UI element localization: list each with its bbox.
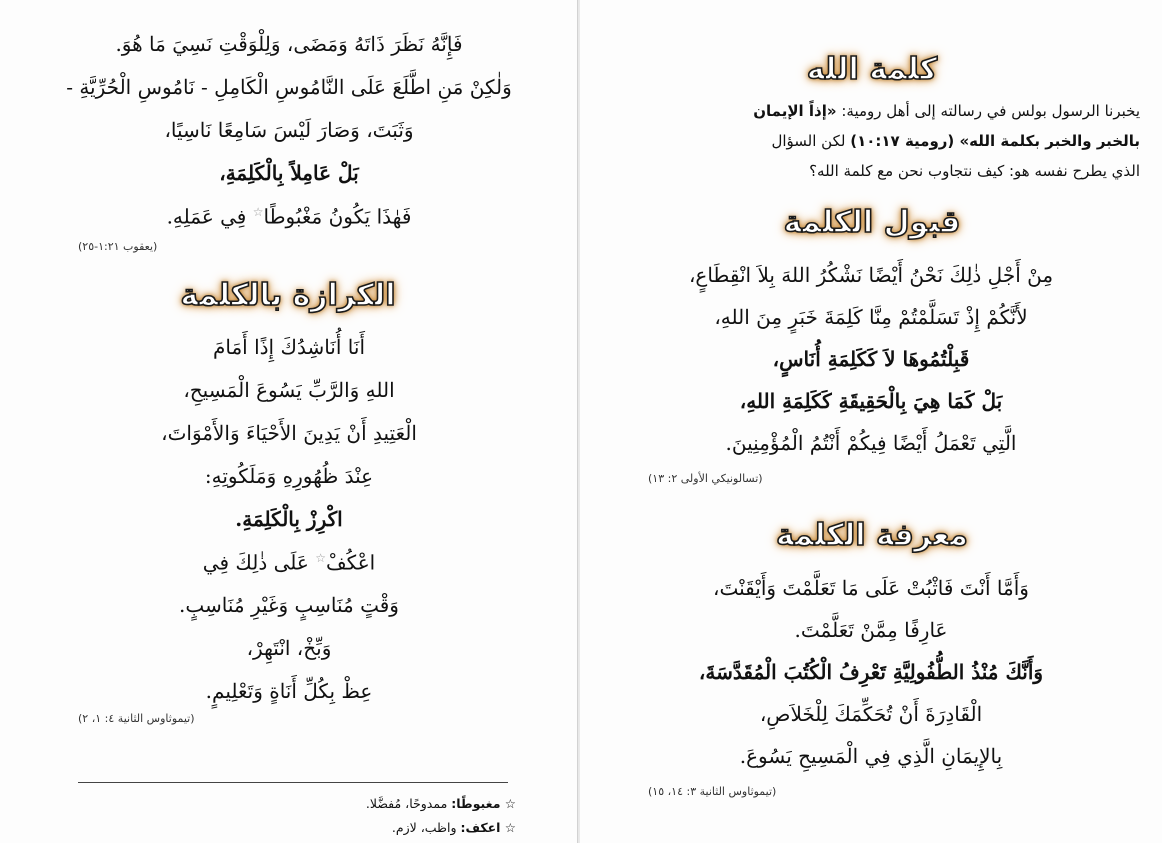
verse-text: عَلَى ذٰلِكَ فِي xyxy=(202,550,316,575)
verse-line xyxy=(610,307,1132,327)
verse-line xyxy=(40,423,538,443)
verse-text: اللهِ وَالرَّبِّ يَسُوعَ الْمَسِيحِ، xyxy=(183,378,395,402)
verse-line xyxy=(610,433,1132,453)
reference-timothy-3: (تيموثاوس الثانية ٣: ١٤، ١٥) xyxy=(648,785,777,798)
intro-text: الذي يطرح نفسه هو: كيف نتجاوب نحن مع كلمة الله؟ xyxy=(809,162,1140,180)
verse-line xyxy=(610,578,1132,598)
intro-line xyxy=(598,156,1140,186)
verse-line xyxy=(40,163,538,183)
verse-text: بَلْ عَامِلاً بِالْكَلِمَةِ، xyxy=(219,161,359,185)
footnote-divider xyxy=(78,782,508,783)
verse-line xyxy=(40,337,538,357)
intro-bold-text: بالخبر والخبر بكلمة الله» (رومية ١٠:١٧) xyxy=(850,132,1140,150)
footnote-term: ☆ اعكف: xyxy=(460,820,516,835)
verse-text: لأَنَّكُمْ إِذْ تَسَلَّمْتُمْ مِنَّا كَلِمَةَ خَبَرٍ مِنَ اللهِ، xyxy=(714,305,1028,329)
verse-line xyxy=(40,509,538,529)
verse-text: وَقْتٍ مُنَاسِبٍ وَغَيْرِ مُنَاسِبٍ. xyxy=(179,593,399,617)
verse-line xyxy=(40,595,538,615)
intro-text: يخبرنا الرسول بولس في رسالته إلى أهل رومية: xyxy=(836,102,1140,120)
verse-line xyxy=(40,466,538,486)
footnote-term: ☆ مغبوطًا: xyxy=(451,796,516,811)
right-page xyxy=(580,0,1162,843)
verse-text: الْعَتِيدِ أَنْ يَدِينَ الأَحْيَاءَ وَالأَمْوَاتَ، xyxy=(161,421,417,445)
heading-preaching: الكرازة بالكلمة xyxy=(180,278,396,313)
verse-line xyxy=(40,681,538,701)
reference-thessalonians: (تسالونيكي الأولى ٢: ١٣) xyxy=(648,472,763,485)
verse-line xyxy=(610,620,1132,640)
verse-text: فِي عَمَلِهِ. xyxy=(166,204,253,229)
verse-line xyxy=(40,638,538,658)
verse-text: الَّتِي تَعْمَلُ أَيْضًا فِيكُمْ أَنْتُمُ الْمُؤْمِنِينَ. xyxy=(725,431,1017,455)
verse-text: فَهٰذَا يَكُونُ مَغْبُوطًا xyxy=(263,204,412,229)
verse-text: عِنْدَ ظُهُورِهِ وَمَلَكُوتِهِ: xyxy=(204,464,374,488)
left-page xyxy=(0,0,578,843)
verse-line xyxy=(40,552,538,573)
verse-line xyxy=(40,206,538,227)
verse-text: أَنَا أُنَاشِدُكَ إِذًا أَمَامَ xyxy=(212,335,365,359)
verse-line xyxy=(610,349,1132,369)
reference-timothy-4: (تيموثاوس الثانية ٤: ١، ٢) xyxy=(78,712,195,725)
footnote-definition: واظب، لازم. xyxy=(391,820,461,835)
verse-text: اعْكُفْ xyxy=(325,550,376,575)
star-icon: ☆ xyxy=(315,551,326,565)
verse-text: وَبِّخْ، انْتَهِرْ، xyxy=(246,636,332,660)
verse-text: وَلٰكِنْ مَنِ اطَّلَعَ عَلَى النَّامُوسِ الْكَامِلِ - نَامُوسِ الْحُرِّيَّةِ - xyxy=(66,75,512,99)
verse-line xyxy=(40,120,538,140)
footnote-item xyxy=(366,796,516,811)
intro-bold-text: «إذاً الإيمان xyxy=(753,102,837,120)
reference-james: (يعقوب ١:٢١-٢٥) xyxy=(78,240,158,253)
heading-accepting-word: قبول الكلمة xyxy=(783,205,961,240)
verse-line xyxy=(40,34,538,54)
verse-line xyxy=(610,265,1132,285)
footnote-item xyxy=(392,820,516,835)
intro-text: لكن السؤال xyxy=(771,132,851,150)
verse-line xyxy=(40,77,538,97)
verse-text: فَإِنَّهُ نَظَرَ ذَاتَهُ وَمَضَى، وَلِلْوَقْتِ نَسِيَ مَا هُوَ. xyxy=(115,32,463,56)
verse-text: وَأَمَّا أَنْتَ فَاثْبُتْ عَلَى مَا تَعَلَّمْتَ وَأَيْقَنْتَ، xyxy=(713,576,1029,600)
star-icon: ☆ xyxy=(252,205,264,219)
verse-text: اكْرِزْ بِالْكَلِمَةِ. xyxy=(235,507,343,531)
intro-line xyxy=(598,126,1140,156)
verse-text: بَلْ كَمَا هِيَ بِالْحَقِيقَةِ كَكَلِمَةِ اللهِ، xyxy=(739,389,1003,413)
verse-text: وَأَنَّكَ مُنْذُ الطُّفُولِيَّةِ تَعْرِفُ الْكُتُبَ الْمُقَدَّسَةَ، xyxy=(698,660,1044,684)
verse-line xyxy=(610,704,1132,724)
intro-line xyxy=(598,96,1140,126)
footnote-definition: ممدوحًا، مُفضَّلا. xyxy=(365,796,452,811)
verse-text: وَثَبَتَ، وَصَارَ لَيْسَ سَامِعًا نَاسِيًا، xyxy=(164,118,414,142)
verse-line xyxy=(40,380,538,400)
verse-line xyxy=(610,746,1132,766)
verse-text: بِالإِيمَانِ الَّذِي فِي الْمَسِيحِ يَسُوعَ. xyxy=(739,744,1003,768)
heading-knowing-word: معرفة الكلمة xyxy=(776,518,968,553)
verse-text: عَارِفًا مِمَّنْ تَعَلَّمْتَ. xyxy=(794,618,948,642)
verse-text: مِنْ أَجْلِ ذٰلِكَ نَحْنُ أَيْضًا نَشْكُرُ اللهَ بِلاَ انْقِطَاعٍ، xyxy=(688,263,1054,287)
verse-text: قَبِلْتُمُوهَا لاَ كَكَلِمَةِ أُنَاسٍ، xyxy=(772,347,970,371)
verse-line xyxy=(610,662,1132,682)
verse-text: عِظْ بِكُلِّ أَنَاةٍ وَتَعْلِيمٍ. xyxy=(205,679,373,703)
verse-text: الْقَادِرَةَ أَنْ تُحَكِّمَكَ لِلْخَلاَصِ، xyxy=(759,702,983,726)
heading-word-of-god: كلمة الله xyxy=(806,52,938,87)
verse-line xyxy=(610,391,1132,411)
